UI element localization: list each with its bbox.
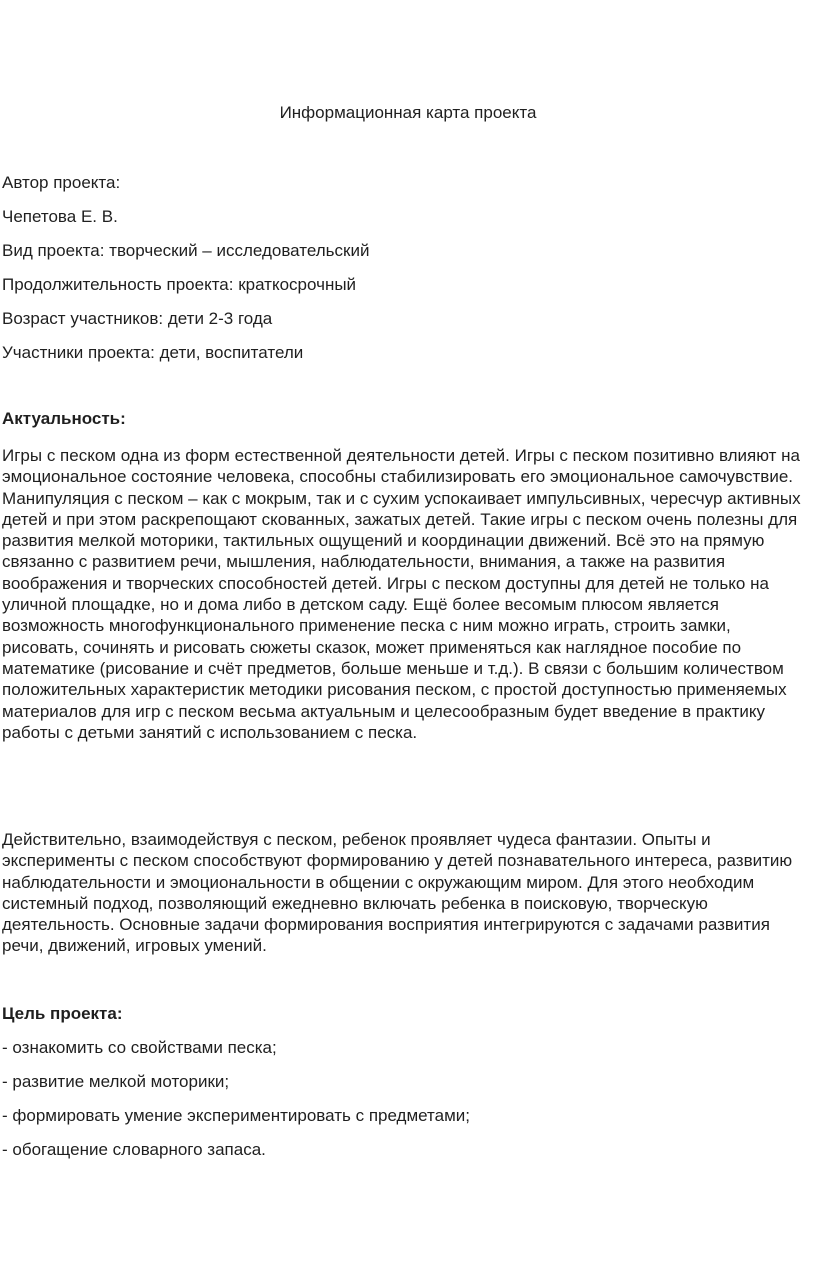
relevance-paragraph-1: Игры с песком одна из форм естественной деятельности детей. Игры с песком позитивно влияют на эмоциональное состояние человека, способны стабилизировать его эмоциональное самочувствие. Манипуляция с песком – как с мокрым, так и с сухим успокаивает импульсивных, чересчур активных детей и при этом раскрепощают скованных, зажатых детей. Такие игры с песком очень полезны для развития мелкой моторики, тактильных ощущений и координации движений. Всё это на прямую связанно с развитием речи, мышления, наблюдательности, внимания, а также на развития воображения и творческих способностей детей. Игры с песком доступны для детей не только на уличной площадке, но и дома либо в детском саду. Ещё более весомым плюсом является возможность многофункционального применение песка с ним можно играть, строить замки, рисовать, сочинять и рисовать сюжеты сказок, может применяться как наглядное пособие по математике (рисование и счёт предметов, больше меньше и т.д.). В связи с большим количеством положительных характеристик методики рисования песком, с простой доступностью применяемых материалов для игр с песком весьма актуальным и целесообразным будет введение в практику работы с детьми занятий с использованием с песка. bbox=[2, 446, 801, 742]
author-name: Чепетова Е. В. bbox=[2, 207, 118, 226]
author-label: Автор проекта: bbox=[2, 173, 121, 192]
goal-item: - формировать умение экспериментировать с предметами; bbox=[2, 1106, 471, 1125]
document-title: Информационная карта проекта bbox=[279, 103, 537, 122]
goal-item: - развитие мелкой моторики; bbox=[2, 1072, 230, 1091]
project-type: Вид проекта: творческий – исследовательский bbox=[2, 241, 370, 260]
project-duration: Продолжительность проекта: краткосрочный bbox=[2, 275, 357, 294]
project-participants: Участники проекта: дети, воспитатели bbox=[2, 343, 304, 362]
goal-item: - ознакомить со свойствами песка; bbox=[2, 1038, 277, 1057]
goal-heading: Цель проекта: bbox=[2, 1004, 123, 1023]
participants-age: Возраст участников: дети 2-3 года bbox=[2, 309, 273, 328]
relevance-heading: Актуальность: bbox=[2, 409, 126, 428]
relevance-paragraph-2: Действительно, взаимодействуя с песком, ребенок проявляет чудеса фантазии. Опыты и эксперименты с песком способствуют формированию у детей познавательного интереса, развитию наблюдательности и эмоциональности в общении с окружающим миром. Для этого необходим системный подход, позволяющий ежедневно включать ребенка в поисковую, творческую деятельность. Основные задачи формирования восприятия интегрируются с задачами развития речи, движений, игровых умений. bbox=[2, 830, 793, 956]
goal-item: - обогащение словарного запаса. bbox=[2, 1140, 266, 1159]
